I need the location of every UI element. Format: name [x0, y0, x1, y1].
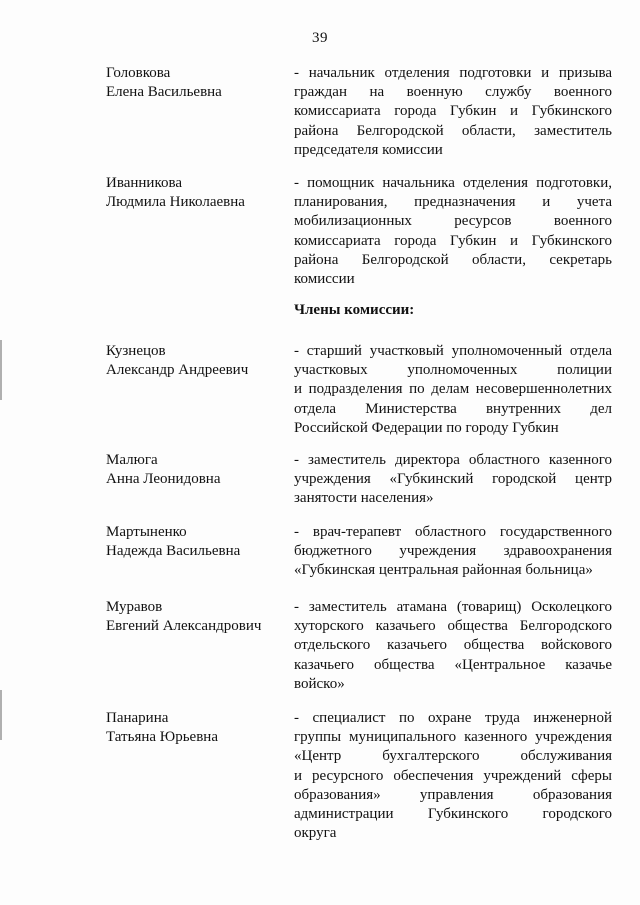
- position-line: бюджетного учреждения здравоохранения: [294, 543, 612, 560]
- member-position: [294, 523, 612, 581]
- position-line: хуторского казачьего общества Белгородского: [294, 618, 612, 635]
- page-number: 39: [312, 30, 328, 46]
- position-line: района Белгородской области, секретарь: [294, 251, 612, 268]
- member-position: [294, 342, 612, 438]
- member-given-names: Александр Андреевич: [106, 362, 249, 378]
- position-line: комиссии: [294, 271, 355, 288]
- position-line: комиссариата города Губкин и Губкинского: [294, 103, 612, 120]
- position-line: мобилизационных ресурсов военного: [294, 213, 612, 230]
- position-line: отдельского казачьего общества войскового: [294, 637, 612, 654]
- member-position: [294, 709, 612, 843]
- position-line: образования» управления образования: [294, 786, 612, 803]
- position-line: «Центр бухгалтерского обслуживания: [294, 748, 612, 765]
- member-surname: Головкова: [106, 65, 171, 81]
- member-position: [294, 64, 612, 160]
- member-given-names: Евгений Александрович: [106, 618, 262, 634]
- member-name: [106, 709, 281, 747]
- position-line: - старший участковый уполномоченный отдела: [294, 343, 612, 359]
- member-position: [294, 174, 612, 289]
- position-line: и ресурсного обеспечения учреждений сферы: [294, 767, 612, 784]
- scan-edge-mark: [0, 690, 2, 740]
- member-given-names: Татьяна Юрьевна: [106, 729, 218, 745]
- member-given-names: Елена Васильевна: [106, 84, 222, 100]
- position-line: - помощник начальника отделения подготовки,: [294, 175, 612, 191]
- position-line: «Губкинская центральная районная больница»: [294, 562, 593, 579]
- position-line: казачьего общества «Центральное казачье: [294, 656, 612, 673]
- member-surname: Панарина: [106, 710, 169, 726]
- member-name: [106, 174, 281, 212]
- member-surname: Кузнецов: [106, 343, 166, 359]
- position-line: - заместитель директора областного казенного: [294, 452, 612, 468]
- position-line: председателя комиссии: [294, 141, 443, 158]
- member-surname: Муравов: [106, 599, 163, 615]
- position-line: - специалист по охране труда инженерной: [294, 710, 612, 726]
- position-line: - начальник отделения подготовки и призыва: [294, 65, 612, 81]
- position-line: округа: [294, 825, 337, 842]
- member-given-names: Надежда Васильевна: [106, 543, 241, 559]
- position-line: района Белгородской области, заместитель: [294, 122, 612, 139]
- position-line: и подразделения по делам несовершеннолетних: [294, 381, 612, 398]
- member-surname: Малюга: [106, 452, 158, 468]
- member-given-names: Анна Леонидовна: [106, 471, 221, 487]
- member-name: [106, 342, 281, 380]
- member-surname: Иванникова: [106, 175, 183, 191]
- position-line: - заместитель атамана (товарищ) Осколецкого: [294, 599, 612, 615]
- member-position: [294, 598, 612, 694]
- position-line: отдела Министерства внутренних дел: [294, 400, 612, 417]
- position-line: комиссариата города Губкин и Губкинского: [294, 232, 612, 249]
- position-line: администрации Губкинского городского: [294, 806, 612, 823]
- member-name: [106, 451, 281, 489]
- member-position: [294, 451, 612, 509]
- members-heading: Члены комиссии:: [294, 302, 415, 318]
- position-line: занятости населения»: [294, 490, 434, 507]
- position-line: Российской Федерации по городу Губкин: [294, 419, 559, 436]
- position-line: участковых уполномоченных полиции: [294, 362, 612, 379]
- position-line: войско»: [294, 675, 345, 692]
- position-line: - врач-терапевт областного государственного: [294, 524, 612, 540]
- member-name: [106, 598, 281, 636]
- position-line: учреждения «Губкинский городской центр: [294, 471, 612, 488]
- position-line: планирования, предназначения и учета: [294, 194, 612, 211]
- member-surname: Мартыненко: [106, 524, 187, 540]
- position-line: граждан на военную службу военного: [294, 84, 612, 101]
- member-given-names: Людмила Николаевна: [106, 194, 245, 210]
- member-name: [106, 523, 281, 561]
- scan-edge-mark: [0, 340, 2, 400]
- position-line: группы муниципального казенного учреждения: [294, 729, 612, 746]
- member-name: [106, 64, 281, 102]
